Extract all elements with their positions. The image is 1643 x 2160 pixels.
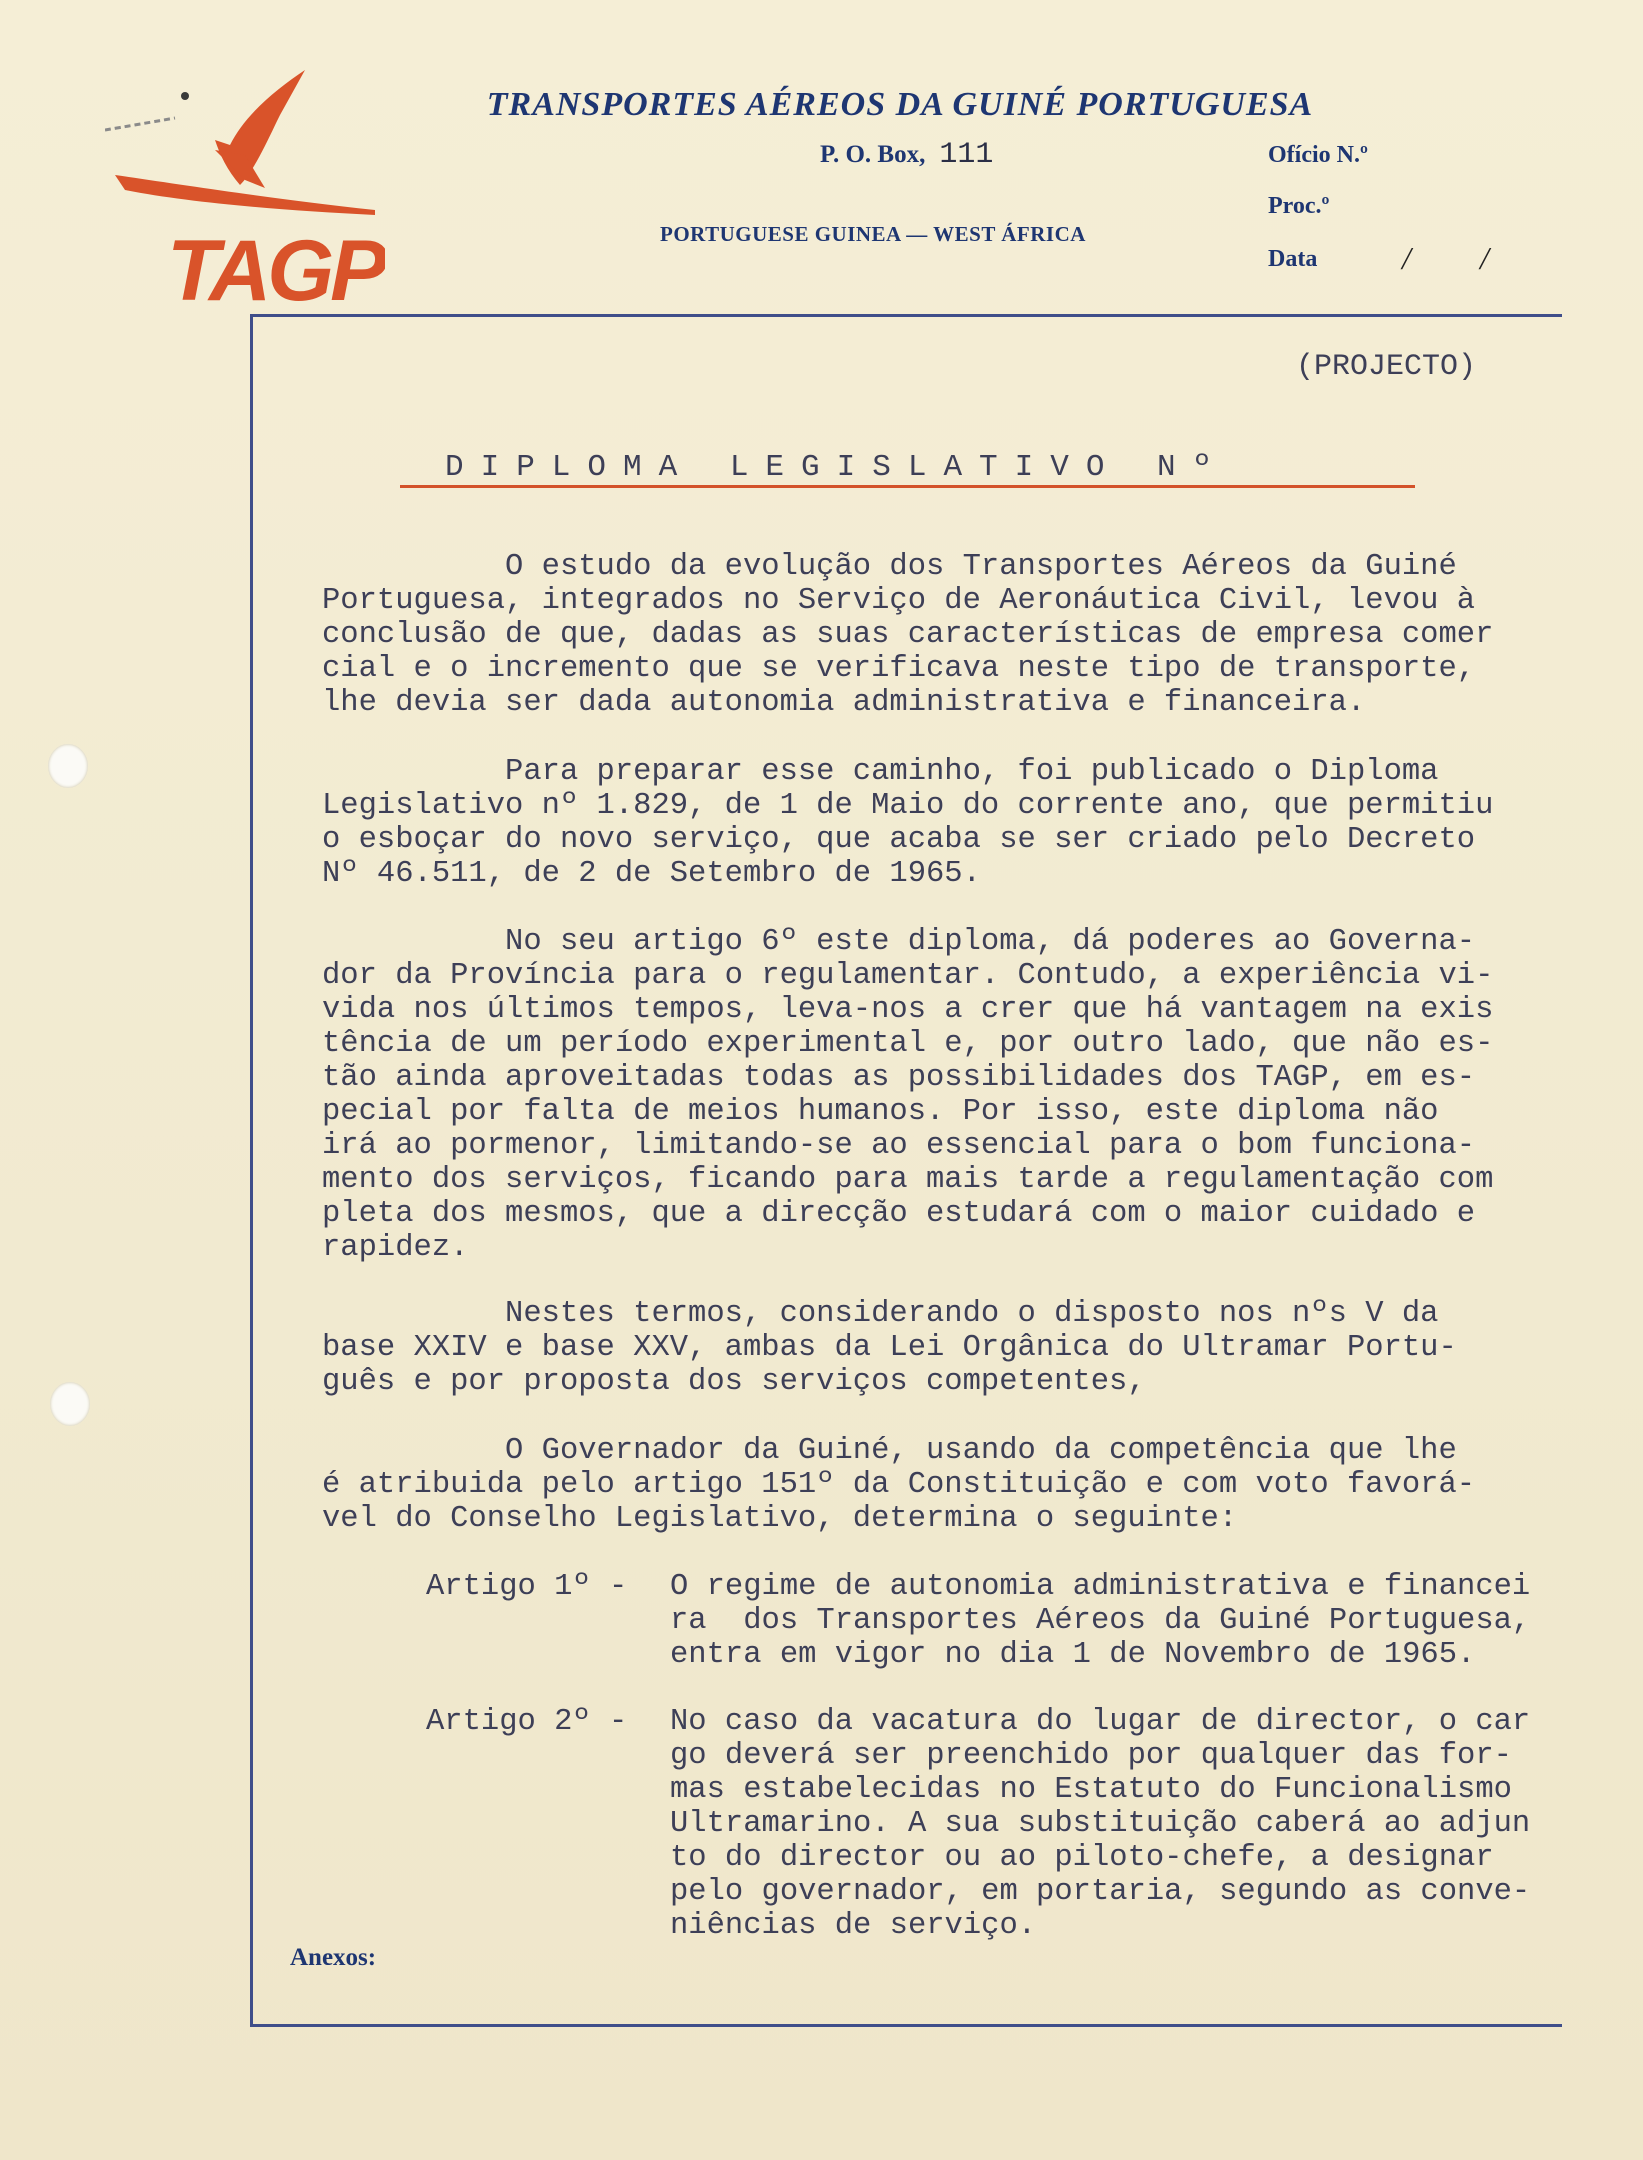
text-line: Portuguesa, integrados no Serviço de Aeronáutica Civil, levou à [322,584,1476,618]
text-line: pelo governador, em portaria, segundo as conve- [670,1875,1531,1909]
company-name: TRANSPORTES AÉREOS DA GUINÉ PORTUGUESA [486,86,1314,123]
header-rule [250,314,1562,317]
text-line: O regime de autonomia administrativa e financei [670,1570,1531,1604]
text-line: pecial por falta de meios humanos. Por isso, este diploma não [322,1095,1439,1129]
paragraph-3 [322,925,1642,1265]
text-line: dor da Província para o regulamentar. Contudo, a experiência vi- [322,959,1494,993]
oficio-field: Ofício N.º [1268,142,1368,168]
date-slash-1: / [1402,240,1411,276]
anexos-label: Anexos: [290,1944,377,1971]
text-line: vel do Conselho Legislativo, determina o seguinte: [322,1502,1238,1536]
paragraph-2 [322,755,1642,891]
text-line: vida nos últimos tempos, leva-nos a crer que há vantagem na exis [322,993,1494,1027]
text-line: niências de serviço. [670,1909,1037,1943]
paragraph-4 [322,1297,1642,1399]
text-line: O estudo da evolução dos Transportes Aéreos da Guiné [322,550,1457,584]
text-line: o esboçar do novo serviço, que acaba se ser criado pelo Decreto [322,823,1476,857]
text-line: lhe devia ser dada autonomia administrativa e financeira. [322,686,1366,720]
proc-field: Proc.º [1268,193,1330,219]
article-1-label: Artigo 1º - [426,1570,628,1604]
punch-hole-top [48,744,88,788]
text-line: mento dos serviços, ficando para mais tarde a regulamentação com [322,1163,1494,1197]
text-line: rapidez. [322,1231,469,1265]
po-box-number: 111 [939,138,994,172]
logo-bird-icon [215,70,305,185]
text-line: Nº 46.511, de 2 de Setembro de 1965. [322,857,981,891]
text-line: to do director ou ao piloto-chefe, a designar [670,1841,1494,1875]
article-2-label: Artigo 2º - [426,1705,628,1739]
punch-hole-bottom [50,1382,90,1426]
country-line: PORTUGUESE GUINEA — WEST ÁFRICA [660,222,1086,246]
text-line: irá ao pormenor, limitando-se ao essencial para o bom funciona- [322,1129,1476,1163]
text-line: tão ainda aproveitadas todas as possibilidades dos TAGP, em es- [322,1061,1476,1095]
article-2-body [670,1705,1630,1943]
footer-rule [250,2024,1562,2027]
title-underline [400,485,1415,488]
text-line: Para preparar esse caminho, foi publicado o Diploma [322,755,1439,789]
status-label: (PROJECTO) [1296,350,1477,384]
text-line: Nestes termos, considerando o disposto nos nºs V da [322,1297,1439,1331]
article-1-body [670,1570,1630,1672]
margin-rule [250,314,253,2026]
text-line: mas estabelecidas no Estatuto do Funcionalismo [670,1773,1512,1807]
po-box [820,138,993,172]
text-line: é atribuida pelo artigo 151º da Constituição e com voto favorá- [322,1468,1476,1502]
tagp-logo [105,60,385,310]
date-slash-2: / [1480,240,1489,276]
text-line: cial e o incremento que se verificava neste tipo de transporte, [322,652,1476,686]
document-title: DIPLOMA LEGISLATIVO Nº [445,450,1229,485]
text-line: base XXIV e base XXV, ambas da Lei Orgânica do Ultramar Portu- [322,1331,1457,1365]
text-line: pleta dos mesmos, que a direcção estudará com o maior cuidado e [322,1197,1476,1231]
text-line: guês e por proposta dos serviços competentes, [322,1365,1146,1399]
logo-text: TAGP [167,223,384,310]
text-line: conclusão de que, dadas as suas características de empresa comer [322,618,1494,652]
text-line: ra dos Transportes Aéreos da Guiné Portuguesa, [670,1604,1531,1638]
text-line: No caso da vacatura do lugar de director, o car [670,1705,1531,1739]
text-line: Ultramarino. A sua substituição caberá ao adjun [670,1807,1531,1841]
text-line: go deverá ser preenchido por qualquer das for- [670,1739,1512,1773]
text-line: entra em vigor no dia 1 de Novembro de 1965. [670,1638,1476,1672]
paragraph-1 [322,550,1642,720]
data-field: Data [1268,246,1318,272]
paragraph-5 [322,1434,1642,1536]
text-line: tência de um período experimental e, por outro lado, que não es- [322,1027,1494,1061]
po-box-label: P. O. Box, [820,141,926,168]
text-line: O Governador da Guiné, usando da competência que lhe [322,1434,1457,1468]
text-line: Legislativo nº 1.829, de 1 de Maio do corrente ano, que permitiu [322,789,1494,823]
text-line: No seu artigo 6º este diploma, dá poderes ao Governa- [322,925,1476,959]
